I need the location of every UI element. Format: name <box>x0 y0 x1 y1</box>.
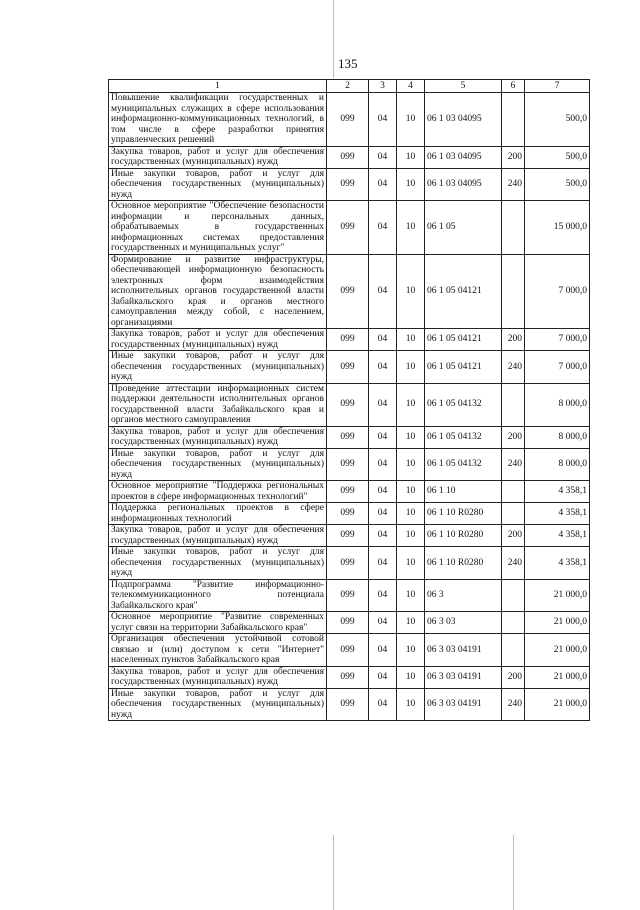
table-row <box>109 503 590 525</box>
table-row <box>109 634 590 667</box>
row-section-code: 04 <box>369 634 397 667</box>
row-description: Закупка товаров, работ и услуг для обеспечения государственных (муниципальных) нужд <box>109 666 327 688</box>
row-section-code: 04 <box>369 547 397 580</box>
row-ministry-code: 099 <box>327 201 369 255</box>
row-expense-type <box>502 93 525 147</box>
row-description: Проведение аттестации информационных систем поддержки деятельности исполнительных органов государственной власти Забайкальского края и органов местного самоуправления <box>109 383 327 426</box>
row-expense-type: 200 <box>502 666 525 688</box>
row-target-code: 06 3 <box>425 579 502 612</box>
table-row <box>109 168 590 201</box>
row-amount: 4 358,1 <box>525 547 590 580</box>
row-expense-type <box>502 579 525 612</box>
row-section-code: 04 <box>369 146 397 168</box>
row-ministry-code: 099 <box>327 612 369 634</box>
row-description: Иные закупки товаров, работ и услуг для обеспечения государственных (муниципальных) нужд <box>109 351 327 384</box>
table-row <box>109 448 590 481</box>
row-ministry-code: 099 <box>327 688 369 721</box>
row-description: Иные закупки товаров, работ и услуг для обеспечения государственных (муниципальных) нужд <box>109 168 327 201</box>
row-target-code: 06 1 10 R0280 <box>425 525 502 547</box>
row-amount: 4 358,1 <box>525 481 590 503</box>
scan-artifact-line <box>513 835 514 910</box>
row-amount: 500,0 <box>525 93 590 147</box>
table-row <box>109 547 590 580</box>
row-expense-type <box>502 383 525 426</box>
row-section-code: 04 <box>369 688 397 721</box>
row-expense-type: 240 <box>502 351 525 384</box>
row-subsection-code: 10 <box>397 426 425 448</box>
row-expense-type: 240 <box>502 688 525 721</box>
row-section-code: 04 <box>369 579 397 612</box>
row-subsection-code: 10 <box>397 383 425 426</box>
row-amount: 21 000,0 <box>525 688 590 721</box>
row-target-code: 06 1 05 04132 <box>425 448 502 481</box>
row-amount: 8 000,0 <box>525 383 590 426</box>
column-header: 2 <box>327 80 369 93</box>
row-ministry-code: 099 <box>327 146 369 168</box>
header-row <box>109 80 590 93</box>
row-amount: 7 000,0 <box>525 329 590 351</box>
row-subsection-code: 10 <box>397 579 425 612</box>
row-ministry-code: 099 <box>327 351 369 384</box>
row-target-code: 06 3 03 04191 <box>425 666 502 688</box>
row-expense-type <box>502 612 525 634</box>
row-subsection-code: 10 <box>397 448 425 481</box>
row-description: Организация обеспечения устойчивой сотовой связью и (или) доступом к сети "Интернет" населенных пунктов Забайкальского края <box>109 634 327 667</box>
row-expense-type: 200 <box>502 329 525 351</box>
row-target-code: 06 1 05 04121 <box>425 329 502 351</box>
row-amount: 4 358,1 <box>525 503 590 525</box>
row-target-code: 06 1 10 R0280 <box>425 503 502 525</box>
row-expense-type: 240 <box>502 448 525 481</box>
row-section-code: 04 <box>369 448 397 481</box>
row-target-code: 06 1 03 04095 <box>425 93 502 147</box>
row-target-code: 06 1 10 R0280 <box>425 547 502 580</box>
row-description: Иные закупки товаров, работ и услуг для обеспечения государственных (муниципальных) нужд <box>109 448 327 481</box>
row-expense-type <box>502 634 525 667</box>
table-body <box>109 93 590 721</box>
table-row <box>109 146 590 168</box>
row-ministry-code: 099 <box>327 448 369 481</box>
table-row <box>109 329 590 351</box>
table-row <box>109 525 590 547</box>
row-subsection-code: 10 <box>397 612 425 634</box>
row-subsection-code: 10 <box>397 503 425 525</box>
row-subsection-code: 10 <box>397 481 425 503</box>
row-subsection-code: 10 <box>397 351 425 384</box>
row-section-code: 04 <box>369 503 397 525</box>
table-row <box>109 254 590 329</box>
row-ministry-code: 099 <box>327 254 369 329</box>
row-subsection-code: 10 <box>397 329 425 351</box>
row-description: Иные закупки товаров, работ и услуг для обеспечения государственных (муниципальных) нужд <box>109 547 327 580</box>
row-ministry-code: 099 <box>327 168 369 201</box>
row-section-code: 04 <box>369 481 397 503</box>
row-target-code: 06 1 03 04095 <box>425 146 502 168</box>
row-subsection-code: 10 <box>397 93 425 147</box>
column-header: 4 <box>397 80 425 93</box>
row-amount: 4 358,1 <box>525 525 590 547</box>
row-amount: 7 000,0 <box>525 254 590 329</box>
row-amount: 15 000,0 <box>525 201 590 255</box>
row-ministry-code: 099 <box>327 666 369 688</box>
row-section-code: 04 <box>369 93 397 147</box>
row-section-code: 04 <box>369 168 397 201</box>
row-amount: 21 000,0 <box>525 579 590 612</box>
row-target-code: 06 3 03 04191 <box>425 634 502 667</box>
row-ministry-code: 099 <box>327 329 369 351</box>
row-ministry-code: 099 <box>327 525 369 547</box>
row-description: Подпрограмма "Развитие информационно-телекоммуникационного потенциала Забайкальского края" <box>109 579 327 612</box>
row-ministry-code: 099 <box>327 634 369 667</box>
row-description: Поддержка региональных проектов в сфере информационных технологий <box>109 503 327 525</box>
row-section-code: 04 <box>369 329 397 351</box>
table-row <box>109 612 590 634</box>
row-ministry-code: 099 <box>327 579 369 612</box>
table-row <box>109 688 590 721</box>
row-subsection-code: 10 <box>397 254 425 329</box>
row-target-code: 06 1 05 04121 <box>425 351 502 384</box>
table-row <box>109 383 590 426</box>
row-amount: 500,0 <box>525 146 590 168</box>
table-header <box>109 80 590 93</box>
row-amount: 8 000,0 <box>525 426 590 448</box>
row-expense-type <box>502 481 525 503</box>
column-header: 3 <box>369 80 397 93</box>
row-subsection-code: 10 <box>397 168 425 201</box>
row-expense-type: 240 <box>502 168 525 201</box>
row-description: Иные закупки товаров, работ и услуг для обеспечения государственных (муниципальных) нужд <box>109 688 327 721</box>
row-description: Формирование и развитие инфраструктуры, обеспечивающей информационную безопасность электронных форм взаимодействия исполнительных органов государственной власти Забайкальского края и органов местного самоуправления между собой, с населением, организациями <box>109 254 327 329</box>
row-section-code: 04 <box>369 426 397 448</box>
row-description: Закупка товаров, работ и услуг для обеспечения государственных (муниципальных) нужд <box>109 525 327 547</box>
row-amount: 21 000,0 <box>525 634 590 667</box>
scan-artifact-line <box>333 835 334 910</box>
row-subsection-code: 10 <box>397 688 425 721</box>
column-header: 5 <box>425 80 502 93</box>
row-description: Основное мероприятие "Обеспечение безопасности информации и персональных данных, обрабатываемых в государственных информационных системах предоставления государственных и муниципальных услуг" <box>109 201 327 255</box>
page-number: 135 <box>338 56 358 71</box>
column-header: 1 <box>109 80 327 93</box>
row-target-code: 06 1 05 04132 <box>425 383 502 426</box>
row-description: Закупка товаров, работ и услуг для обеспечения государственных (муниципальных) нужд <box>109 146 327 168</box>
row-section-code: 04 <box>369 525 397 547</box>
row-section-code: 04 <box>369 666 397 688</box>
row-subsection-code: 10 <box>397 201 425 255</box>
row-subsection-code: 10 <box>397 547 425 580</box>
row-description: Повышение квалификации государственных и муниципальных служащих в сфере использования информационно-коммуникационных технологий, в том числе в сфере разработки принятия управленческих решений <box>109 93 327 147</box>
row-ministry-code: 099 <box>327 93 369 147</box>
row-section-code: 04 <box>369 351 397 384</box>
row-target-code: 06 1 05 <box>425 201 502 255</box>
table-row <box>109 93 590 147</box>
row-expense-type <box>502 254 525 329</box>
row-expense-type <box>502 201 525 255</box>
row-ministry-code: 099 <box>327 547 369 580</box>
row-target-code: 06 1 10 <box>425 481 502 503</box>
row-target-code: 06 1 05 04132 <box>425 426 502 448</box>
row-section-code: 04 <box>369 254 397 329</box>
table-row <box>109 351 590 384</box>
row-expense-type: 200 <box>502 426 525 448</box>
row-target-code: 06 3 03 04191 <box>425 688 502 721</box>
row-expense-type: 200 <box>502 525 525 547</box>
row-section-code: 04 <box>369 383 397 426</box>
row-expense-type: 240 <box>502 547 525 580</box>
row-target-code: 06 1 05 04121 <box>425 254 502 329</box>
row-subsection-code: 10 <box>397 525 425 547</box>
column-header: 7 <box>525 80 590 93</box>
row-expense-type: 200 <box>502 146 525 168</box>
row-ministry-code: 099 <box>327 383 369 426</box>
row-target-code: 06 1 03 04095 <box>425 168 502 201</box>
row-subsection-code: 10 <box>397 634 425 667</box>
column-header: 6 <box>502 80 525 93</box>
row-ministry-code: 099 <box>327 481 369 503</box>
row-amount: 7 000,0 <box>525 351 590 384</box>
row-amount: 21 000,0 <box>525 612 590 634</box>
row-amount: 500,0 <box>525 168 590 201</box>
table-row <box>109 666 590 688</box>
row-description: Основное мероприятие "Поддержка региональных проектов в сфере информационных технологий" <box>109 481 327 503</box>
scan-artifact-line <box>333 0 334 78</box>
row-amount: 21 000,0 <box>525 666 590 688</box>
table-row <box>109 426 590 448</box>
row-ministry-code: 099 <box>327 426 369 448</box>
row-expense-type <box>502 503 525 525</box>
table-row <box>109 481 590 503</box>
row-amount: 8 000,0 <box>525 448 590 481</box>
row-section-code: 04 <box>369 201 397 255</box>
row-ministry-code: 099 <box>327 503 369 525</box>
table-row <box>109 579 590 612</box>
row-description: Основное мероприятие "Развитие современных услуг связи на территории Забайкальского края" <box>109 612 327 634</box>
row-target-code: 06 3 03 <box>425 612 502 634</box>
row-subsection-code: 10 <box>397 666 425 688</box>
row-section-code: 04 <box>369 612 397 634</box>
table-row <box>109 201 590 255</box>
row-subsection-code: 10 <box>397 146 425 168</box>
row-description: Закупка товаров, работ и услуг для обеспечения государственных (муниципальных) нужд <box>109 329 327 351</box>
budget-table <box>108 79 590 721</box>
row-description: Закупка товаров, работ и услуг для обеспечения государственных (муниципальных) нужд <box>109 426 327 448</box>
